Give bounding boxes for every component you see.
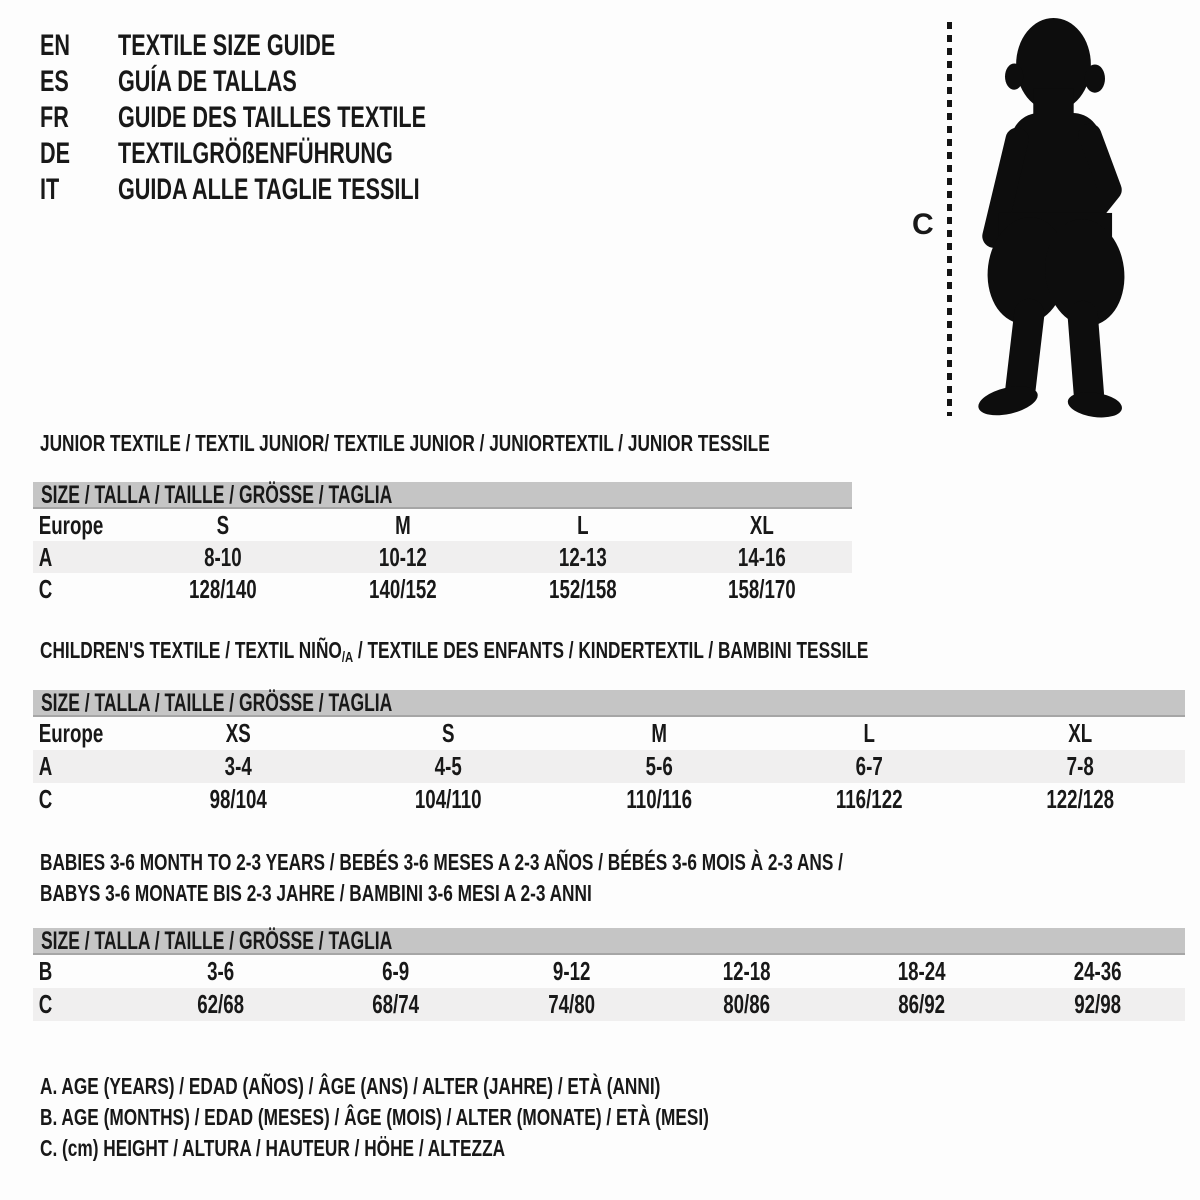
height-cell: 98/104 xyxy=(209,784,267,814)
size-cell: XL xyxy=(750,510,775,540)
junior-section-title xyxy=(40,430,1013,456)
language-row-es xyxy=(40,64,546,100)
language-row-it xyxy=(40,172,546,208)
row-label: A xyxy=(38,542,53,572)
size-header-text: SIZE / TALLA / TAILLE / GRÖSSE / TAGLIA xyxy=(41,689,393,717)
legend-line-a: A. AGE (YEARS) / EDAD (AÑOS) / ÂGE (ANS) / ALTER (JAHRE) / ETÀ (ANNI) xyxy=(40,1073,661,1099)
age-cell: 8-10 xyxy=(204,542,242,572)
height-dashed-line xyxy=(947,22,952,416)
age-cell: 4-5 xyxy=(435,751,463,781)
row-label: C xyxy=(38,989,53,1019)
junior-row-age xyxy=(33,541,852,573)
babies-row-height xyxy=(33,988,1185,1021)
size-cell: S xyxy=(442,718,455,748)
height-cell: 104/110 xyxy=(415,784,482,814)
height-cell: 122/128 xyxy=(1045,784,1114,814)
size-header-text: SIZE / TALLA / TAILLE / GRÖSSE / TAGLIA xyxy=(41,481,393,509)
babies-section-title xyxy=(40,847,1111,909)
children-row-europe xyxy=(33,717,1185,750)
size-cell: XL xyxy=(1067,718,1092,748)
size-cell: S xyxy=(216,510,230,540)
children-size-table-header xyxy=(33,690,1185,717)
toddler-silhouette-image xyxy=(966,16,1144,420)
language-row-fr xyxy=(40,100,546,136)
children-row-height xyxy=(33,783,1185,816)
language-title: TEXTILGRÖßENFÜHRUNG xyxy=(118,137,393,170)
age-cell: 10-12 xyxy=(378,542,427,572)
size-cell: L xyxy=(863,718,876,748)
size-cell: XS xyxy=(225,718,251,748)
height-measure-label: C xyxy=(912,208,934,241)
children-section-title xyxy=(40,637,1145,667)
row-label: A xyxy=(38,751,53,781)
row-label: B xyxy=(38,956,53,986)
language-code: DE xyxy=(40,137,71,170)
language-code: IT xyxy=(40,173,60,206)
babies-title-line1: BABIES 3-6 MONTH TO 2-3 YEARS / BEBÉS 3-6 MESES A 2-3 AÑOS / BÉBÉS 3-6 MOIS À 2-3 ANS / xyxy=(40,849,843,875)
junior-size-table-header xyxy=(33,482,852,509)
legend-line-c: C. (cm) HEIGHT / ALTURA / HAUTEUR / HÖHE / ALTEZZA xyxy=(40,1135,506,1161)
height-cell: 116/122 xyxy=(836,784,903,814)
months-cell: 12-18 xyxy=(722,956,771,986)
babies-size-table xyxy=(33,928,1185,1021)
children-title-sub: /A xyxy=(341,649,354,666)
row-label: C xyxy=(38,784,53,814)
babies-row-months xyxy=(33,955,1185,988)
height-cell: 128/140 xyxy=(189,574,257,604)
height-cell: 152/158 xyxy=(548,574,617,604)
age-cell: 12-13 xyxy=(558,542,607,572)
junior-title-text: JUNIOR TEXTILE / TEXTIL JUNIOR/ TEXTILE JUNIOR / JUNIORTEXTIL / JUNIOR TESSILE xyxy=(40,430,770,456)
language-list xyxy=(40,28,546,208)
size-header-text: SIZE / TALLA / TAILLE / GRÖSSE / TAGLIA xyxy=(41,927,393,955)
height-cell: 158/170 xyxy=(728,574,796,604)
language-code: EN xyxy=(40,29,71,62)
language-row-de xyxy=(40,136,546,172)
language-title: GUIDA ALLE TAGLIE TESSILI xyxy=(118,173,420,206)
legend-line-b: B. AGE (MONTHS) / EDAD (MESES) / ÂGE (MOIS) / ALTER (MONATE) / ETÀ (MESI) xyxy=(40,1104,709,1130)
months-cell: 6-9 xyxy=(382,956,410,986)
age-cell: 5-6 xyxy=(645,751,673,781)
height-cell: 68/74 xyxy=(372,989,420,1019)
junior-size-table xyxy=(33,482,852,605)
height-cell: 140/152 xyxy=(368,574,437,604)
size-cell: L xyxy=(576,510,589,540)
legend xyxy=(40,1071,932,1164)
junior-row-europe xyxy=(33,509,852,541)
months-cell: 18-24 xyxy=(898,956,946,986)
age-cell: 7-8 xyxy=(1066,751,1094,781)
junior-row-height xyxy=(33,573,852,605)
height-cell: 74/80 xyxy=(547,989,595,1019)
row-label: Europe xyxy=(38,510,104,540)
children-title-prefix: CHILDREN'S TEXTILE / TEXTIL NIÑO xyxy=(40,637,342,663)
children-row-age xyxy=(33,750,1185,783)
language-code: FR xyxy=(40,101,69,134)
size-cell: M xyxy=(394,510,411,540)
language-title: GUÍA DE TALLAS xyxy=(118,65,297,98)
height-cell: 92/98 xyxy=(1073,989,1121,1019)
height-cell: 86/92 xyxy=(898,989,946,1019)
age-cell: 14-16 xyxy=(738,542,787,572)
children-title-text xyxy=(40,637,868,667)
babies-title-line2: BABYS 3-6 MONATE BIS 2-3 JAHRE / BAMBINI 3-6 MESI A 2-3 ANNI xyxy=(40,880,592,906)
children-size-table xyxy=(33,690,1185,816)
height-cell: 80/86 xyxy=(723,989,771,1019)
row-label: C xyxy=(38,574,53,604)
language-code: ES xyxy=(40,65,69,98)
size-cell: M xyxy=(651,718,667,748)
months-cell: 24-36 xyxy=(1073,956,1122,986)
months-cell: 3-6 xyxy=(207,956,235,986)
age-cell: 6-7 xyxy=(855,751,883,781)
babies-size-table-header xyxy=(33,928,1185,955)
language-title: GUIDE DES TAILLES TEXTILE xyxy=(118,101,427,134)
row-label: Europe xyxy=(38,718,104,748)
children-title-suffix: / TEXTILE DES ENFANTS / KINDERTEXTIL / BAMBINI TESSILE xyxy=(353,637,869,663)
height-cell: 110/116 xyxy=(626,784,692,814)
age-cell: 3-4 xyxy=(224,751,252,781)
language-title: TEXTILE SIZE GUIDE xyxy=(118,29,336,62)
months-cell: 9-12 xyxy=(552,956,591,986)
language-row-en xyxy=(40,28,546,64)
height-cell: 62/68 xyxy=(197,989,245,1019)
